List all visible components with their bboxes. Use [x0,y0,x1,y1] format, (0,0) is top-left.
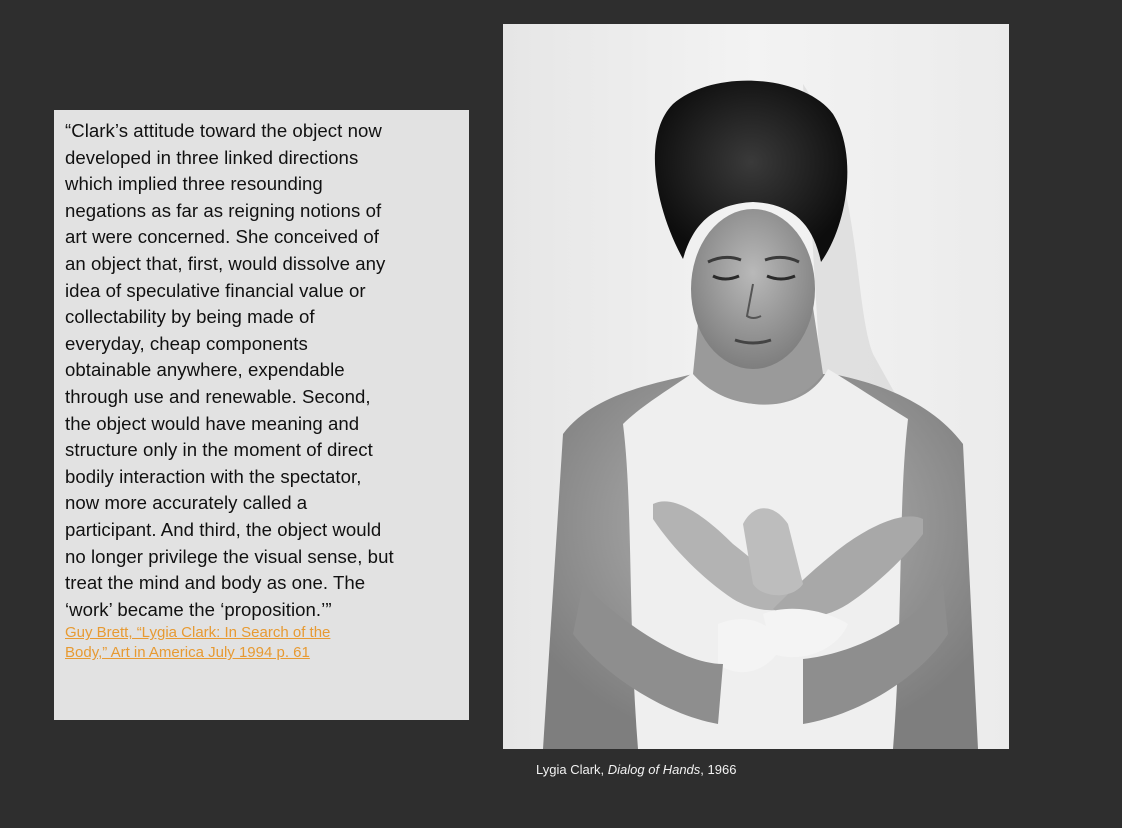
caption-title: Dialog of Hands [607,762,701,777]
quote-box [54,110,469,720]
artwork-photo [503,24,1009,749]
artwork-caption [503,761,1086,779]
caption-artist: Lygia Clark, [536,762,608,777]
quote-text: “Clark’s attitude toward the object now developed in three linked directions which implied three resounding negations as far as reigning notions of art were concerned. She conceived of an object that, first, would dissolve any idea of speculative financial value or collectability by being made of everyday, cheap components obtainable anywhere, expendable through use and renewable. Second, the object would have meaning and structure only in the moment of direct bodily interaction with the spectator, now more accurately called a participant. And third, the object would no longer privilege the visual sense, but treat the mind and body as one. The ‘work’ became the ‘proposition.’” [65,120,394,620]
citation-link[interactable]: Guy Brett, “Lygia Clark: In Search of the Body,” Art in America July 1994 p. 61 [65,624,331,662]
artwork-photo-illustration [503,24,1009,749]
caption-year: , 1966 [700,762,737,777]
